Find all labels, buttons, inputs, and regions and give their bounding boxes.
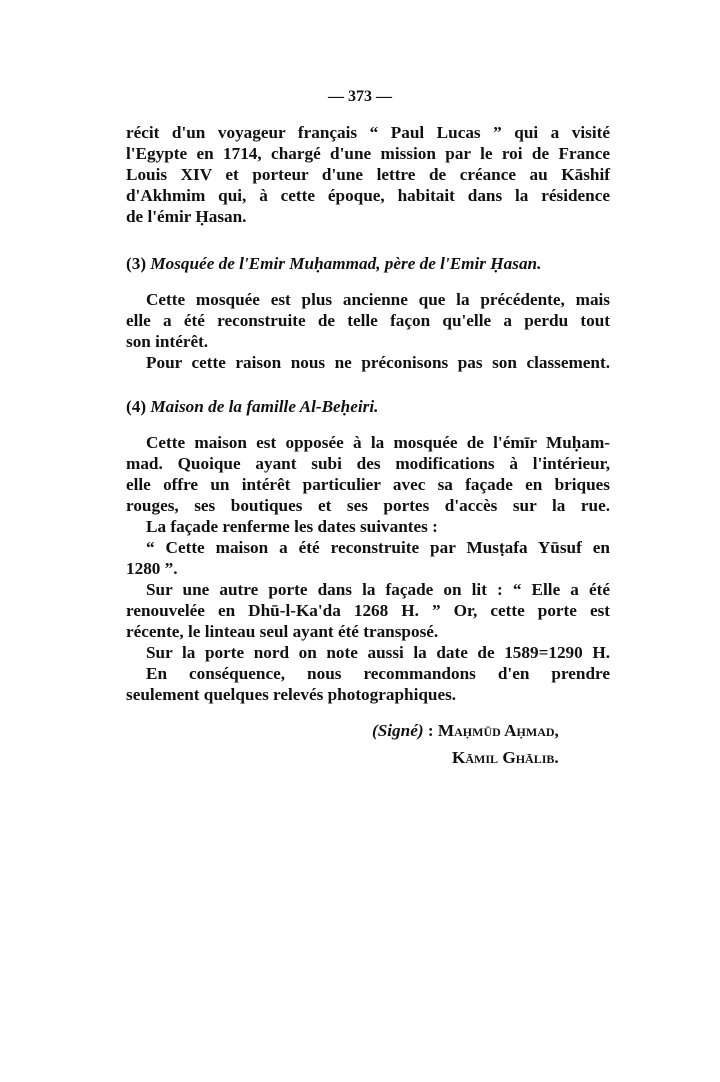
text-line: Sur la porte nord on note aussi la date de 1589=1290 H.	[146, 643, 610, 662]
text-line: 1280 ”.	[126, 559, 178, 578]
section-number: (4)	[126, 397, 147, 416]
section-heading	[126, 253, 610, 274]
text-line: d'Akhmim qui, à cette époque, habitait dans la résidence	[126, 186, 610, 205]
page-number: — 373 —	[328, 88, 392, 105]
text-line: Cette maison est opposée à la mosquée de l'émīr Muḥam-	[146, 433, 610, 452]
section-number: (3)	[126, 254, 147, 273]
signature-line	[452, 748, 559, 768]
section-heading	[126, 396, 610, 417]
signatory-name: Kāmil Ghālib.	[452, 748, 559, 767]
text-line: récit d'un voyageur français “ Paul Lucas ” qui a visité	[126, 123, 610, 142]
signatory-name: Maḥmūd Aḥmad,	[437, 721, 559, 740]
signature-line	[372, 721, 559, 741]
text-line: elle offre un intérêt particulier avec sa façade en briques	[126, 475, 610, 494]
section-title: Maison de la famille Al-Beḥeiri.	[150, 397, 379, 416]
text-line: renouvelée en Dhū-l-Ka'da 1268 H. ” Or, cette porte est	[126, 601, 610, 620]
text-line: Sur une autre porte dans la façade on lit : “ Elle a été	[146, 580, 610, 599]
text-line: l'Egypte en 1714, chargé d'une mission par le roi de France	[126, 144, 610, 163]
text-line: récente, le linteau seul ayant été transposé.	[126, 622, 439, 641]
signature-label: (Signé)	[372, 721, 424, 740]
text-line: Pour cette raison nous ne préconisons pas son classement.	[146, 353, 610, 372]
text-line: seulement quelques relevés photographiques.	[126, 685, 457, 704]
text-line: La façade renferme les dates suivantes :	[146, 517, 438, 536]
text-line: Louis XIV et porteur d'une lettre de créance au Kāshif	[126, 165, 610, 184]
section-title: Mosquée de l'Emir Muḥammad, père de l'Emir Ḥasan.	[150, 254, 542, 273]
signature-separator: :	[423, 721, 438, 740]
text-line: Cette mosquée est plus ancienne que la précédente, mais	[146, 290, 610, 309]
text-line: rouges, ses boutiques et ses portes d'accès sur la rue.	[126, 496, 610, 515]
text-line: de l'émir Ḥasan.	[126, 207, 247, 226]
text-line: “ Cette maison a été reconstruite par Musṭafa Yūsuf en	[146, 538, 610, 557]
text-line: elle a été reconstruite de telle façon qu'elle a perdu tout	[126, 311, 610, 330]
text-line: son intérêt.	[126, 332, 209, 351]
text-line: mad. Quoique ayant subi des modifications à l'intérieur,	[126, 454, 610, 473]
text-line: En conséquence, nous recommandons d'en prendre	[146, 664, 610, 683]
